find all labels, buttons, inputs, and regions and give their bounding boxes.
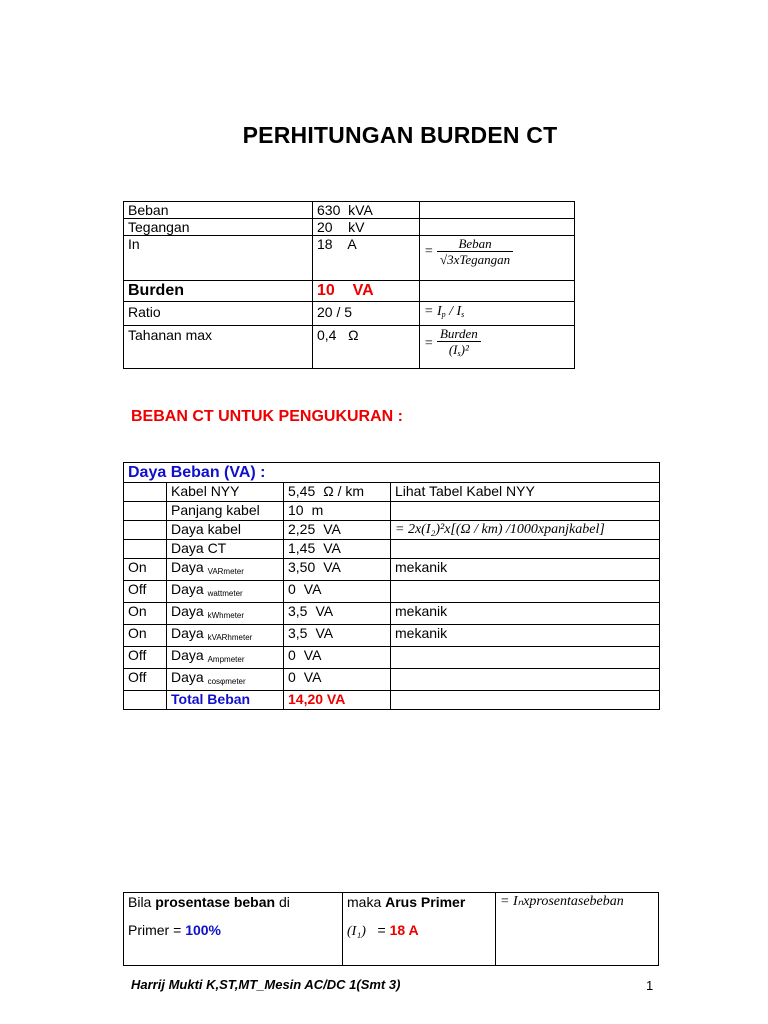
daya-row [124,669,660,691]
in-label: In [124,236,313,281]
in-value: 18 A [313,236,420,281]
ratio-value: 20 / 5 [313,302,420,326]
row-status [124,540,167,559]
daya-row [124,603,660,625]
total-label: Total Beban [167,691,284,710]
burden-table [123,201,575,369]
row-value: 3,50 VA [284,559,391,581]
tahanan-label: Tahanan max [124,326,313,369]
row-value: 0 VA [284,647,391,669]
row-value: 3,5 VA [284,625,391,647]
row-note: mekanik [391,625,660,647]
beban-label: Beban [124,202,313,219]
footer-author: Harrij Mukti K,ST,MT_Mesin AC/DC 1(Smt 3) [131,977,401,992]
row-name: Panjang kabel [167,502,284,521]
row-name: Kabel NYY [167,483,284,502]
row-status [124,483,167,502]
section-heading: BEBAN CT UNTUK PENGUKURAN : [131,408,403,425]
row-status: On [124,559,167,581]
prosentase-cell: Bila prosentase beban di Primer = 100% [124,893,343,966]
daya-row [124,483,660,502]
daya-beban-header: Daya Beban (VA) : [124,463,660,483]
row-value: 0 VA [284,581,391,603]
row-status [124,521,167,540]
daya-row [124,625,660,647]
total-status [124,691,167,710]
row-value: 2,25 VA [284,521,391,540]
daya-row [124,559,660,581]
arus-formula-cell: = Iₙxprosentasebeban [496,893,659,966]
row-name: Daya CT [167,540,284,559]
row-status: Off [124,581,167,603]
daya-row [124,521,660,540]
daya-row [124,540,660,559]
burden-value: 10 VA [313,281,420,302]
arus-primer-cell: maka Arus Primer (I₁) = 18 A [343,893,496,966]
row-name: Daya kabel [167,521,284,540]
burden-label: Burden [124,281,313,302]
total-note [391,691,660,710]
row-status: Off [124,669,167,691]
beban-note [420,202,575,219]
tegangan-label: Tegangan [124,219,313,236]
row-note [391,669,660,691]
row-name: Daya $_{kVARhmeter}$ [167,625,284,647]
tegangan-value: 20 kV [313,219,420,236]
row-note: Lihat Tabel Kabel NYY [391,483,660,502]
total-value: 14,20 VA [284,691,391,710]
row-name: Daya $_{Ampmeter}$ [167,647,284,669]
row-note [391,647,660,669]
daya-row [124,502,660,521]
row-note [391,581,660,603]
row-value: 1,45 VA [284,540,391,559]
ratio-formula: = $I_p / I_s$ [420,302,575,326]
row-name: Daya $_{kWhmeter}$ [167,603,284,625]
tahanan-formula: = $\frac{\text{Burden}}{(I_s)^2}$ [420,326,575,369]
tahanan-value: 0,4 Ω [313,326,420,369]
row-status: Off [124,647,167,669]
row-note [391,540,660,559]
row-status [124,502,167,521]
arus-primer-table [123,892,659,966]
daya-row [124,647,660,669]
row-note [391,502,660,521]
daya-beban-table [123,462,660,710]
page-title: PERHITUNGAN BURDEN CT [242,122,558,148]
daya-beban-rows [124,483,660,691]
ratio-label: Ratio [124,302,313,326]
row-note: mekanik [391,603,660,625]
row-value: 5,45 Ω / km [284,483,391,502]
row-name: Daya $_{cos\varphi meter}$ [167,669,284,691]
row-value: 0 VA [284,669,391,691]
row-note: = 2x(I₂)²x[(Ω / km) /1000xpanjkabel] [391,521,660,540]
burden-note [420,281,575,302]
row-status: On [124,603,167,625]
page-number: 1 [646,978,654,993]
row-value: 10 m [284,502,391,521]
in-formula: = $\frac{\text{Beban}}{\text{√3xTegangan}}$ [420,236,575,281]
row-value: 3,5 VA [284,603,391,625]
tegangan-note [420,219,575,236]
beban-value: 630 kVA [313,202,420,219]
daya-row [124,581,660,603]
row-name: Daya $_{VARmeter}$ [167,559,284,581]
row-note: mekanik [391,559,660,581]
row-status: On [124,625,167,647]
row-name: Daya $_{wattmeter}$ [167,581,284,603]
